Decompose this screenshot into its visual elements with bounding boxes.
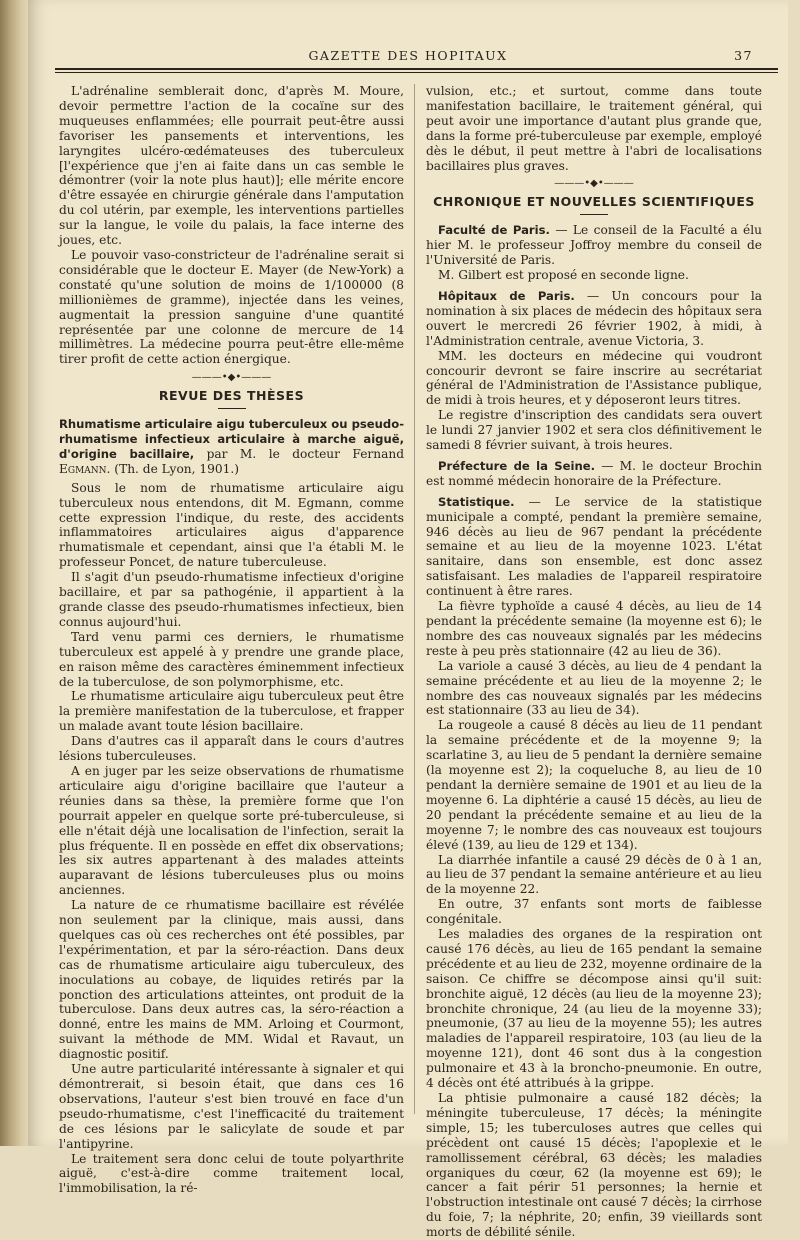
- paragraph: Le registre d'inscription des candidats sera ouvert le lundi 27 janvier 1902 et sera clos définitivement le samedi 8 février suivant, à trois heures.: [426, 408, 762, 453]
- paragraph: Dans d'autres cas il apparaît dans le cours d'autres lésions tuberculeuses.: [59, 734, 404, 764]
- column-divider: [414, 84, 415, 1114]
- paragraph: Sous le nom de rhumatisme articulaire aigu tuberculeux nous entendons, dit M. Egmann, comme cette expression l'indique, du reste, des accidents inflammatoires articulaires aigus d'apparence rhumatismale et cependant, ainsi que l'a établi M. le professeur Poncet, de nature tuberculeuse.: [59, 480, 404, 570]
- thesis-author-name: Egmann.: [59, 461, 111, 476]
- section-ornament: ———•◆•———: [554, 178, 634, 190]
- paragraph: En outre, 37 enfants sont morts de faiblesse congénitale.: [426, 897, 762, 927]
- page-number: 37: [734, 48, 753, 63]
- thesis-source: (Th. de Lyon, 1901.): [110, 461, 240, 476]
- thesis-author-prefix: par M. le docteur Fernand: [194, 446, 404, 461]
- paragraph-continuation: vulsion, etc.; et surtout, comme dans toute manifestation bacillaire, le traitement général, qui peut avoir une importance d'autant plus grande que, dans la forme pré-tuberculeuse par exemple, employé dès le début, il peut mettre à l'abri de localisations bacillaires plus graves.: [426, 84, 762, 173]
- thesis-title-bold: Rhumatisme articulaire aigu tuberculeux ou pseudo-rhumatisme infectieux articulaire à marche aiguë, d'origine bacillaire,: [59, 417, 404, 461]
- section-title-revue-des-theses: REVUE DES THÈSES: [158, 388, 305, 404]
- paragraph: A en juger par les seize observations de rhumatisme articulaire aigu d'origine bacillaire que l'auteur a réunies dans sa thèse, la première forme que l'on pourrait appeler en quelque sorte pré-tuberculeuse, si elle n'était déjà une localisation de l'infection, serait la plus fréquente. Il en possède en effet dix observations; les six autres appartenant à des malades atteints auparavant de lésions tuberculeuses plus ou moins anciennes.: [59, 763, 404, 898]
- news-text: — Le service de la statistique municipale a compté, pendant la première semaine, 946 décès au lieu de 967 pendant la précédente semaine et au lieu de la moyenne 1023. L'état sanitaire, dans son ensemble, est donc assez satisfaisant. Les maladies de l'appareil respiratoire continuent à être rares.: [426, 494, 762, 599]
- journal-page: [28, 0, 788, 1240]
- paragraph: La fièvre typhoïde a causé 4 décès, au lieu de 14 pendant la précédente semaine (la moyenne est 6); le nombre des cas nouveaux signalés par les médecins reste à peu près stationnaire (42 au lieu de 36).: [426, 599, 762, 658]
- paragraph: La nature de ce rhumatisme bacillaire est révélée non seulement par la clinique, mais aussi, dans quelques cas où ces recherches ont été possibles, par l'expérimentation, et par la séro-réaction. Dans deux cas de rhumatisme articulaire aigu tuberculeux, des inoculations au cobaye, de liquides retirés par la ponction des articulations atteintes, ont produit de la tuberculose. Dans deux autres cas, la séro-réaction a donné, entre les mains de MM. Arloing et Courmont, suivant la méthode de MM. Widal et Ravaut, un diagnostic positif.: [59, 898, 404, 1062]
- paragraph: Il s'agit d'un pseudo-rhumatisme infectieux d'origine bacillaire, et par sa pathogénie, il appartient à la grande classe des pseudo-rhumatismes infectieux, bien connus aujourd'hui.: [59, 570, 404, 629]
- news-text: — Le conseil de la Faculté a élu hier M. le professeur Joffroy membre du conseil de l'Université de Paris.: [426, 223, 762, 268]
- left-column: [59, 84, 404, 1196]
- paragraph: Le pouvoir vaso-constricteur de l'adrénaline serait si considérable que le docteur E. Mayer (de New-York) a constaté qu'une solution de moins de 1/100000 (8 millionièmes de gramme), injectée dans les veines, augmentait la pression sanguine d'une quantité représentée par une colonne de mercure de 14 millimètres. La médecine pourra peut-être elle-même tirer profit de cette action énergique.: [59, 247, 404, 367]
- short-rule: [580, 214, 608, 215]
- paragraph: L'adrénaline semblerait donc, d'après M. Moure, devoir permettre l'action de la cocaïne sur des muqueuses enflammées; elle pourrait peut-être aussi favoriser les pansements et interventions, les laryngites ulcéro-œdémateuses des tuberculeux [l'expérience que j'en ai faite dans un cas semble le démontrer (voir la note plus haut)]; elle mérite encore d'être essayée en chirurgie générale dans l'amputation du col utérin, par exemple, les interventions partielles sur la langue, le voile du palais, la face interne des joues, etc.: [59, 84, 404, 248]
- news-item-hopitaux: [426, 289, 762, 349]
- book-spine-shadow: [0, 0, 30, 1146]
- right-column: [426, 84, 762, 1240]
- paragraph: Une autre particularité intéressante à signaler et qui démontrerait, si besoin était, que dans ces 16 observations, l'auteur s'est bien trouvé en face d'un pseudo-rhumatisme, c'est l'inefficacité du traitement de ces lésions par le salicylate de soude et par l'antipyrine.: [59, 1062, 404, 1151]
- paragraph: La diarrhée infantile a causé 29 décès de 0 à 1 an, au lieu de 37 pendant la semaine antérieure et au lieu de la moyenne 22.: [426, 852, 762, 897]
- paragraph: Tard venu parmi ces derniers, le rhumatisme tuberculeux est appelé à y prendre une grande place, en raison même des caractères éminemment infectieux de la tuberculose, de son polymorphisme, etc.: [59, 629, 404, 689]
- news-title: Faculté de Paris.: [438, 223, 550, 238]
- header-rule-thin: [55, 72, 778, 73]
- section-title-chronique: CHRONIQUE ET NOUVELLES SCIENTIFIQUES: [433, 194, 755, 210]
- header-rule: [55, 68, 778, 70]
- news-item-prefecture: [426, 459, 762, 489]
- news-text: — M. le docteur Brochin est nommé médecin honoraire de la Préfecture.: [426, 458, 762, 488]
- section-ornament: ———•◆•———: [191, 372, 272, 384]
- running-head: [28, 48, 788, 66]
- paragraph: La variole a causé 3 décès, au lieu de 4 pendant la semaine précédente et au lieu de la moyenne 2; le nombre des cas nouveaux signalés par les médecins est stationnaire (33 au lieu de 34).: [426, 658, 762, 718]
- paragraph: Les maladies des organes de la respiration ont causé 176 décès, au lieu de 165 pendant la semaine précédente et au lieu de 232, moyenne ordinaire de la saison. Ce chiffre se décompose ainsi qu'il suit: bronchite aiguë, 12 décès (au lieu de la moyenne 23); bronchite chronique, 24 (au lieu de la moyenne 33); pneumonie, (37 au lieu de la moyenne 55); les autres maladies de l'appareil respiratoire, 103 (au lieu de la moyenne 121), dont 46 sont dus à la congestion pulmonaire et 43 à la broncho-pneumonie. En outre, 4 décès ont été attribués à la grippe.: [426, 927, 762, 1091]
- journal-title: GAZETTE DES HOPITAUX: [308, 48, 508, 63]
- paragraph: M. Gilbert est proposé en seconde ligne.: [438, 268, 689, 283]
- news-item-statistique: [426, 495, 762, 599]
- paragraph: Le rhumatisme articulaire aigu tuberculeux peut être la première manifestation de la tuberculose, et frapper un malade avant toute lésion bacillaire.: [59, 689, 404, 734]
- short-rule: [218, 408, 246, 409]
- paragraph: MM. les docteurs en médecine qui voudront concourir devront se faire inscrire au secrétariat général de l'Administration de l'Assistance publique, de midi à trois heures, et y déposeront leurs titres.: [426, 348, 762, 408]
- news-title: Statistique.: [438, 494, 515, 509]
- news-text: — Un concours pour la nomination à six places de médecin des hôpitaux sera ouvert le mercredi 26 février 1902, à midi, à l'Administration centrale, avenue Victoria, 3.: [426, 288, 763, 348]
- paragraph: La phtisie pulmonaire a causé 182 décès; la méningite tuberculeuse, 17 décès; la méningite simple, 15; les tuberculoses autres que celles qui précèdent ont causé 15 décès; l'apoplexie et le ramollissement cérébral, 63 décès; les maladies organiques du cœur, 62 (la moyenne est 69); le cancer a fait périr 51 personnes; la hernie et l'obstruction intestinale ont causé 7 décès; la cirrhose du foie, 7; la néphrite, 20; enfin, 39 vieillards sont morts de débilité sénile.: [426, 1091, 762, 1240]
- news-title: Hôpitaux de Paris.: [438, 288, 575, 303]
- news-title: Préfecture de la Seine.: [438, 458, 596, 473]
- news-item-faculte: [426, 223, 762, 268]
- paragraph: Le traitement sera donc celui de toute polyarthrite aiguë, c'est-à-dire comme traitement local, l'immobilisation, la ré-: [59, 1151, 404, 1196]
- paragraph: La rougeole a causé 8 décès au lieu de 11 pendant la semaine précédente et de la moyenne 9; la scarlatine 3, au lieu de 5 pendant la dernière semaine (la moyenne est 2); la coqueluche 8, au lieu de 10 pendant la dernière semaine de 1901 et au lieu de la moyenne 6. La diphtérie a causé 15 décès, au lieu de 20 pendant la précédente semaine et au lieu de la moyenne 7; le nombre des cas nouveaux est toujours élevé (139, au lieu de 129 et 134).: [426, 718, 762, 852]
- thesis-title: [59, 417, 404, 477]
